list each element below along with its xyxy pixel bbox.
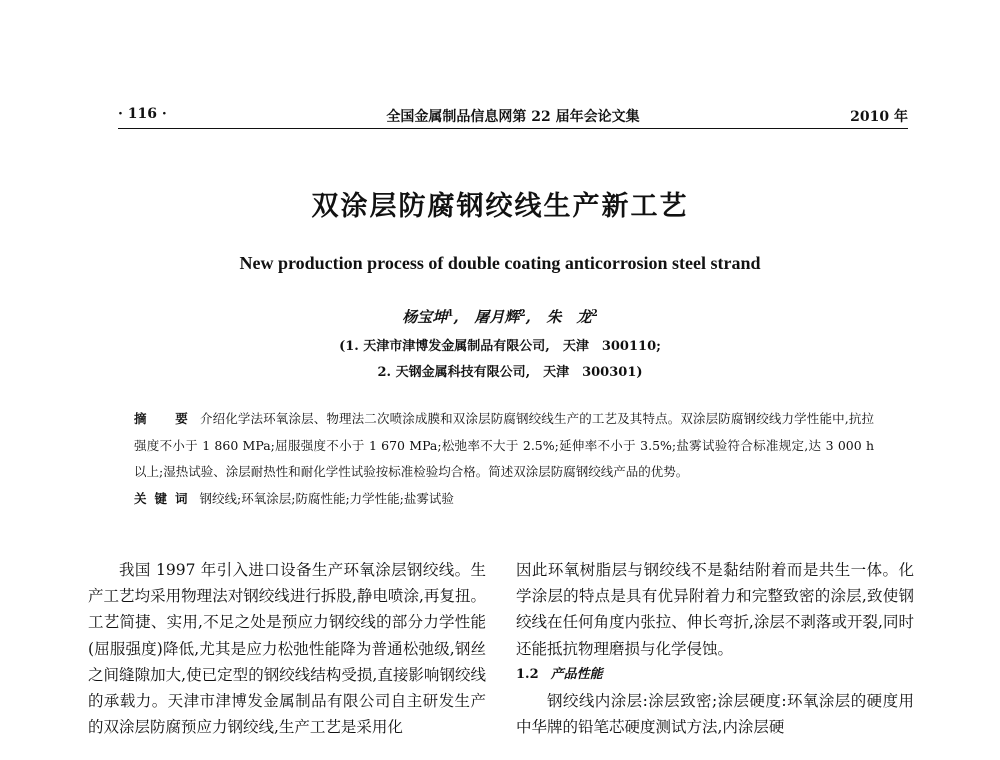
- running-header: [118, 104, 908, 129]
- body-paragraph: 因此环氧树脂层与钢绞线不是黏结附着而是共生一体。化学涂层的特点是具有优异附着力和完整致密的涂层,致使钢绞线在任何角度内张拉、伸长弯折,涂层不剥落或开裂,同时还能抵抗物理磨损与化学侵蚀。: [516, 561, 914, 658]
- page-number: · 116 ·: [118, 106, 167, 122]
- journal-title: 全国金属制品信息网第 22 届年会论文集: [386, 109, 640, 125]
- author-name: 朱 龙: [546, 308, 592, 326]
- author-name: 屠月辉: [474, 308, 520, 326]
- body-column-right: [516, 557, 914, 740]
- affiliation-2: 2. 天钢金属科技有限公司, 天津 300301): [377, 365, 643, 380]
- abstract: [134, 406, 874, 486]
- abstract-block: [134, 406, 874, 512]
- abstract-label: 摘 要: [134, 411, 196, 426]
- keywords: [134, 486, 874, 513]
- section-heading: [516, 662, 914, 688]
- paper-title-chinese: 双涂层防腐钢绞线生产新工艺: [311, 191, 689, 222]
- author-affil-mark: 2: [519, 309, 526, 319]
- paper-title-english: New production process of double coating anticorrosion steel strand: [239, 253, 761, 273]
- section-title: 产品性能: [550, 666, 603, 682]
- publication-year: 2010 年: [850, 109, 908, 125]
- body-column-left: [88, 557, 486, 740]
- author-list: 杨宝坤$^1$, 屠月辉$^2$, 朱 龙$^2$: [402, 308, 598, 326]
- author-name: 杨宝坤: [402, 308, 448, 326]
- body-paragraph: 我国 1997 年引入进口设备生产环氧涂层钢绞线。生产工艺均采用物理法对钢绞线进行拆股,静电喷涂,再复扭。工艺简捷、实用,不足之处是预应力钢绞线的部分力学性能(屈服强度)降低,尤其是应力松弛性能降为普通松弛级,钢丝之间缝隙加大,使已定型的钢绞线结构受损,直接影响钢绞线的承载力。天津市津博发金属制品有限公司自主研发生产的双涂层防腐预应力钢绞线,生产工艺是采用化: [88, 561, 486, 737]
- section-number: 1.2: [516, 666, 539, 682]
- affiliation-1: (1. 天津市津博发金属制品有限公司, 天津 300110;: [339, 339, 661, 354]
- keywords-text: 钢绞线;环氧涂层;防腐性能;力学性能;盐雾试验: [199, 490, 454, 506]
- abstract-text: 介绍化学法环氧涂层、物理法二次喷涂成膜和双涂层防腐钢绞线生产的工艺及其特点。双涂层防腐钢绞线力学性能中,抗拉强度不小于 1 860 MPa;屈服强度不小于 1 670 MPa;松弛率不大于 2.5%;延伸率不小于 3.5%;盐雾试验符合标准规定,达 3 000 h 以上;湿热试验、涂层耐热性和耐化学性试验按标准检验均合格。简述双涂层防腐钢绞线产品的优势。: [134, 411, 874, 479]
- author-affil-mark: 1: [447, 309, 454, 319]
- author-affil-mark: 2: [591, 309, 598, 319]
- body-paragraph: 钢绞线内涂层:涂层致密;涂层硬度:环氧涂层的硬度用中华牌的铅笔芯硬度测试方法,内涂层硬: [516, 692, 914, 737]
- keywords-label: 关键词: [134, 490, 196, 506]
